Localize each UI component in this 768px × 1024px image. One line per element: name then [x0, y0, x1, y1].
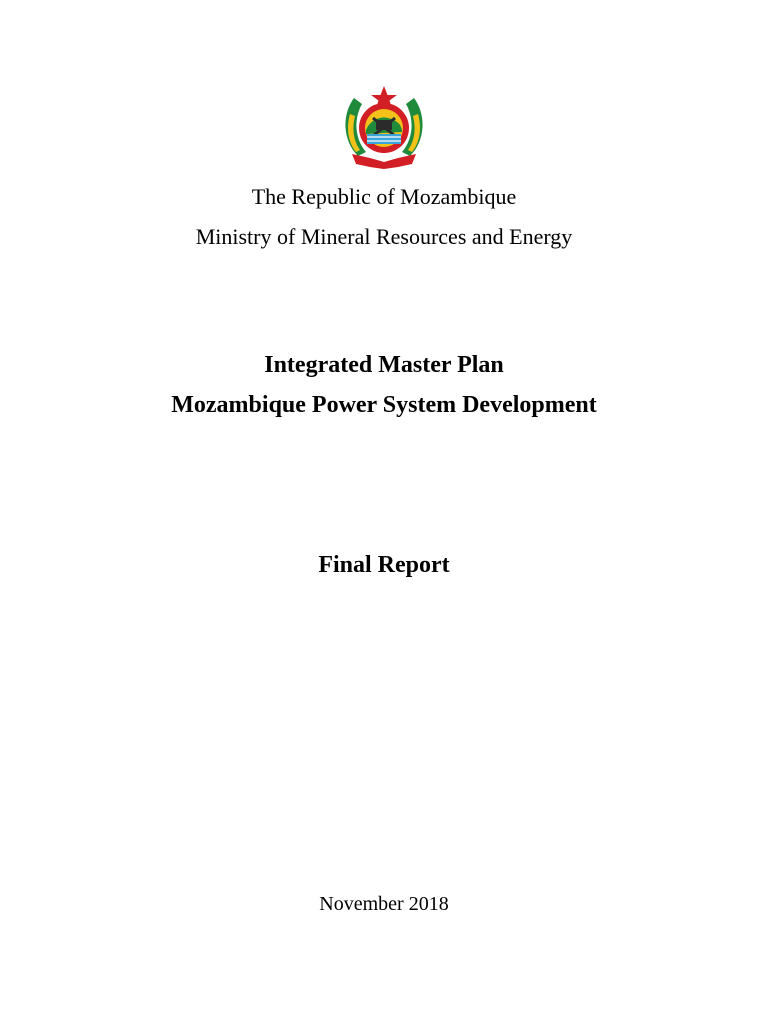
- report-type: Final Report: [318, 552, 450, 578]
- mozambique-coat-of-arms-icon: [340, 84, 428, 170]
- report-date: November 2018: [319, 893, 449, 915]
- report-title-line-1: Integrated Master Plan: [264, 352, 504, 378]
- report-title-line-2: Mozambique Power System Development: [171, 392, 597, 418]
- country-name: The Republic of Mozambique: [251, 184, 517, 209]
- ministry-name: Ministry of Mineral Resources and Energy: [195, 224, 573, 249]
